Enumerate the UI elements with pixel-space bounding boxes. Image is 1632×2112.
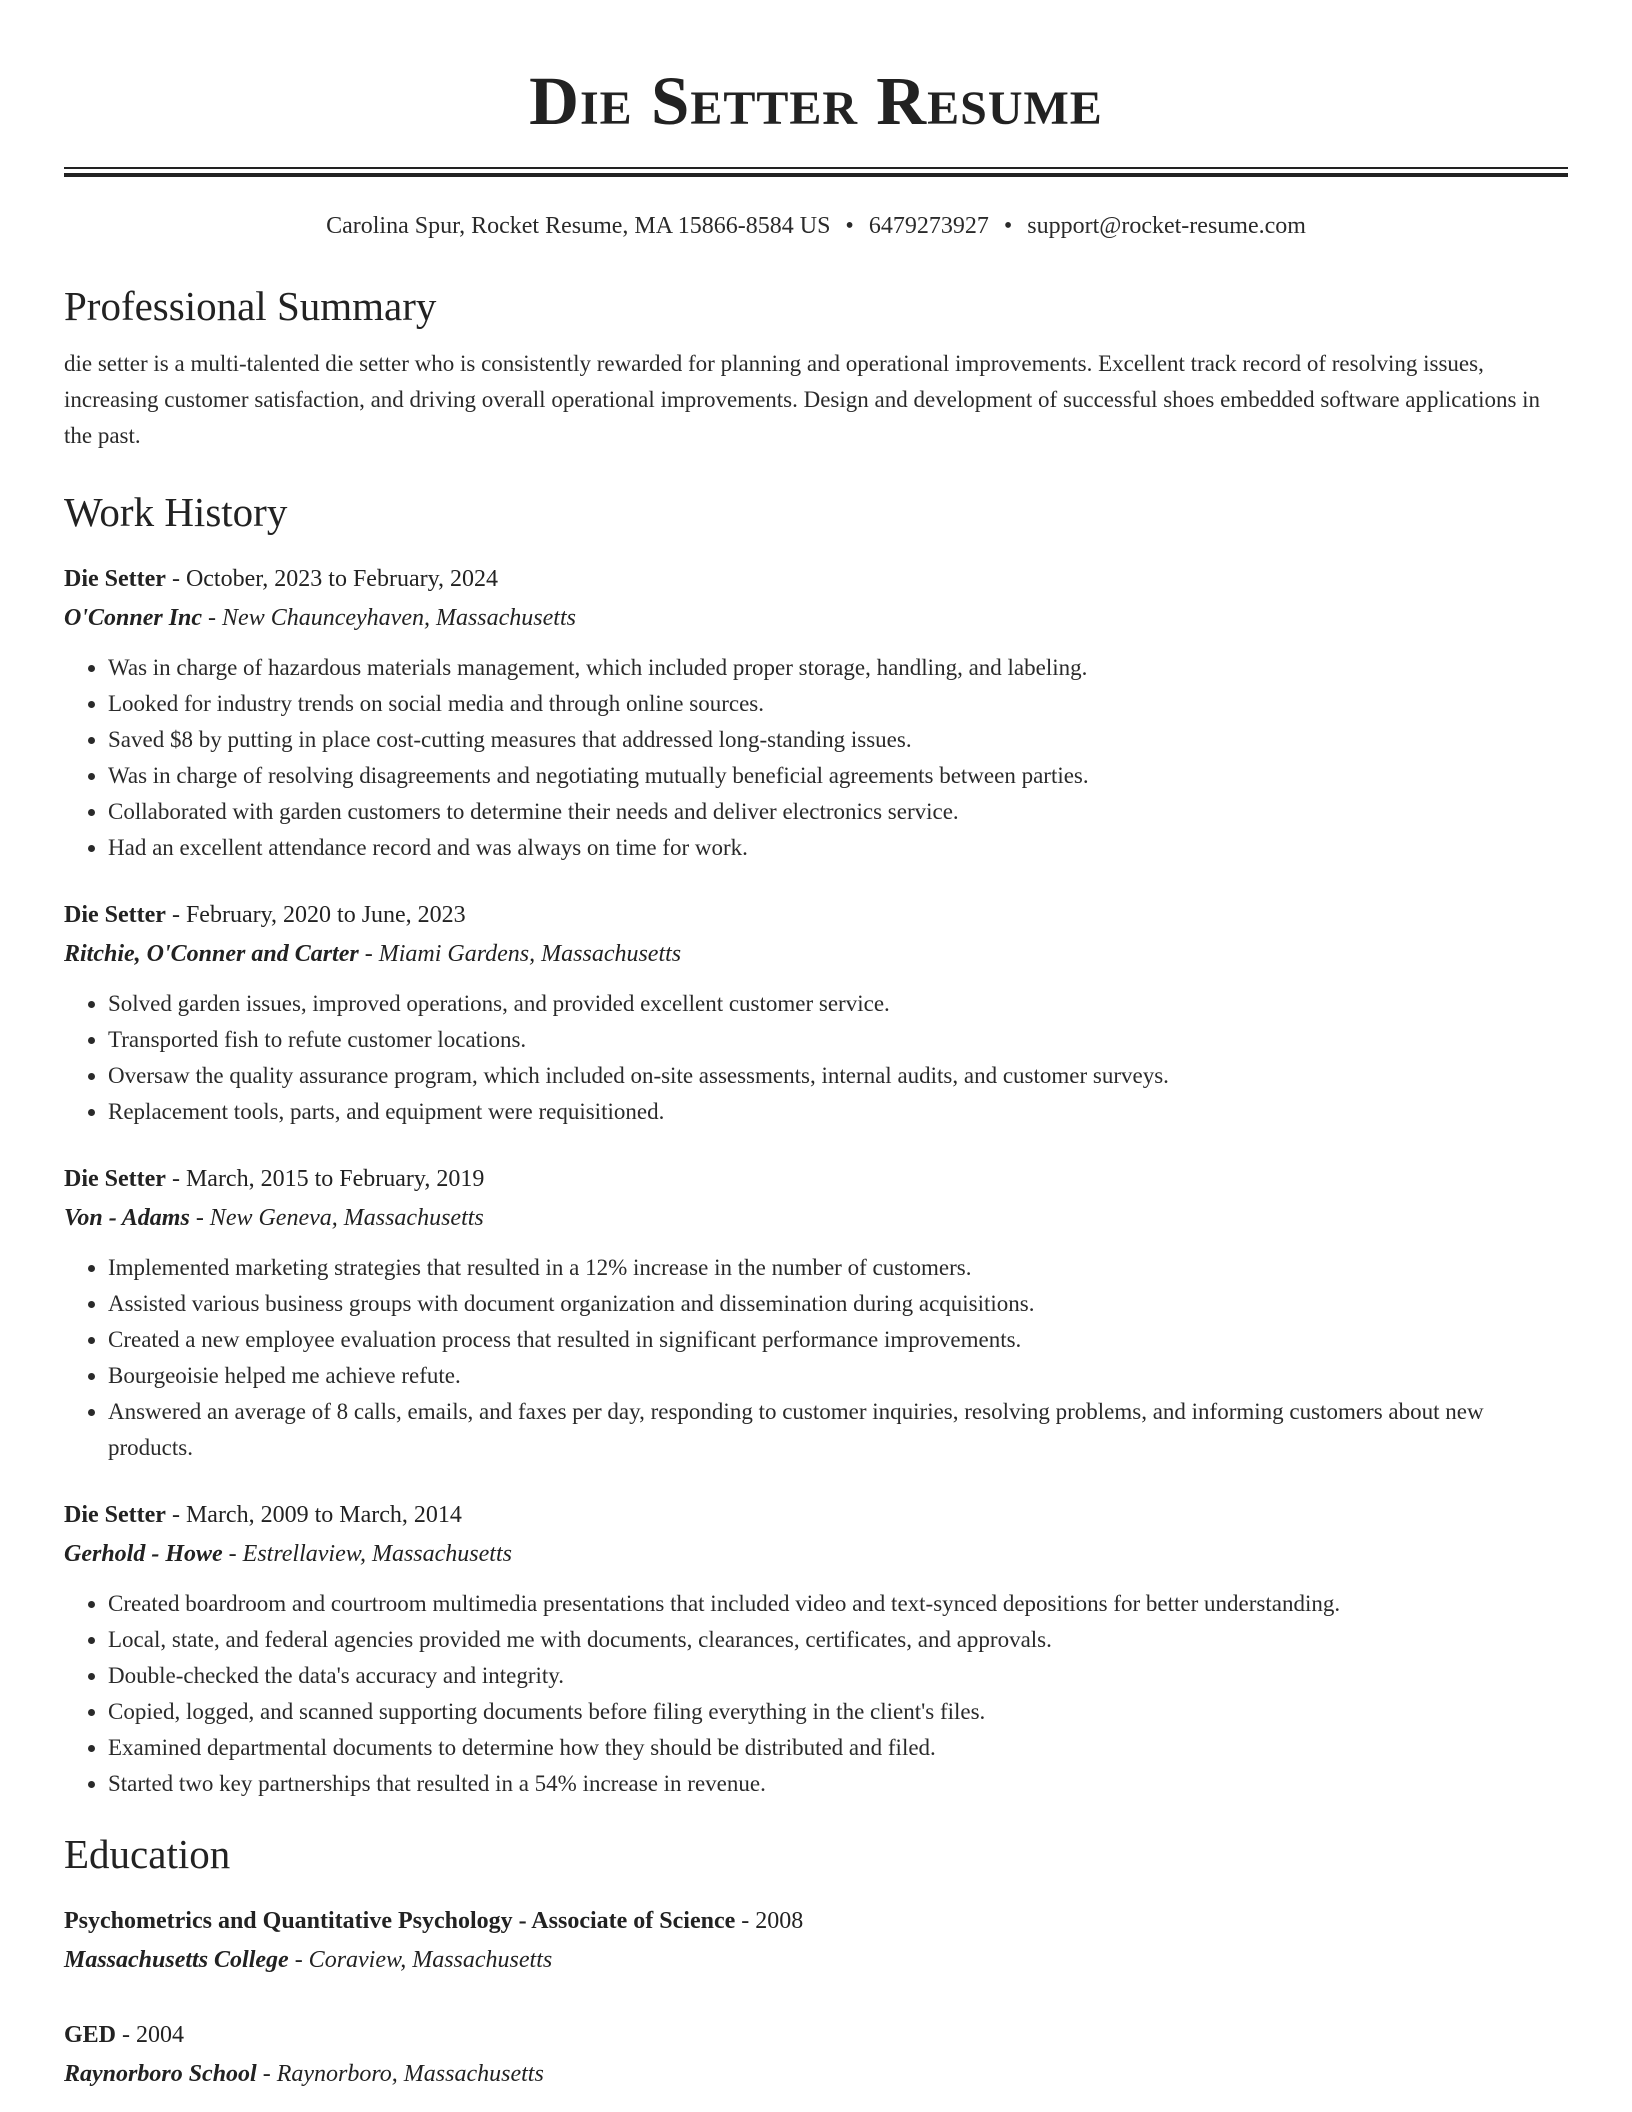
job-title-line [64,560,1568,599]
company-location: - Estrellaview, Massachusetts [222,1541,512,1567]
job-entry [64,896,1568,1130]
job-title: Die Setter [64,902,166,928]
school-name: Massachusetts College [64,1947,289,1973]
job-entry [64,1160,1568,1466]
job-title-line [64,1496,1568,1535]
job-bullet: • Was in charge of resolving disagreements and negotiating mutually beneficial agreements between parties. [108,758,1568,794]
company-name: Von - Adams [64,1205,190,1231]
company-name: O'Conner Inc [64,605,203,631]
work-history-list [64,560,1568,1802]
summary-text: die setter is a multi-talented die setter who is consistently rewarded for planning and operational improvements. Excellent track record of resolving issues, increasing customer satisfaction, and driving overall operational improvements. Design and development of successful shoes embedded software applications in the past. [64,351,1541,448]
degree-name: GED [64,2022,117,2048]
company-name: Gerhold - Howe [64,1541,223,1567]
school-location: - Coraview, Massachusetts [288,1947,553,1973]
summary-heading: Professional Summary [64,283,437,329]
job-title-line [64,896,1568,935]
education-list [64,1902,1568,2094]
job-bullet: • Had an excellent attendance record and was always on time for work. [108,830,1568,866]
degree-year: - 2004 [116,2022,185,2048]
job-bullet: • Local, state, and federal agencies provided me with documents, clearances, certificates, and approvals. [108,1622,1568,1658]
job-bullet: • Copied, logged, and scanned supporting documents before filing everything in the client's files. [108,1694,1568,1730]
job-bullet: • Implemented marketing strategies that resulted in a 12% increase in the number of customers. [108,1250,1568,1286]
school-line [64,1941,1568,1980]
education-entry [64,2016,1568,2094]
job-bullet: • Replacement tools, parts, and equipment were requisitioned. [108,1094,1568,1130]
job-bullet: • Assisted various business groups with document organization and dissemination during acquisitions. [108,1286,1568,1322]
contact-email: support@rocket-resume.com [1027,213,1306,239]
job-bullets [64,1586,1568,1802]
job-title-line [64,1160,1568,1199]
degree-year: - 2008 [735,1908,804,1934]
degree-line [64,2016,1568,2055]
job-bullet: • Started two key partnerships that resulted in a 54% increase in revenue. [108,1766,1568,1802]
job-bullet: • Solved garden issues, improved operations, and provided excellent customer service. [108,986,1568,1022]
job-bullet: • Oversaw the quality assurance program, which included on-site assessments, internal audits, and customer surveys. [108,1058,1568,1094]
company-line [64,1199,1568,1238]
job-bullets [64,986,1568,1130]
job-title: Die Setter [64,1502,166,1528]
company-line [64,1535,1568,1574]
title-divider [64,167,1568,177]
job-dates: - March, 2015 to February, 2019 [165,1166,485,1192]
school-name: Raynorboro School [64,2061,257,2087]
school-line [64,2055,1568,2094]
company-name: Ritchie, O'Conner and Carter [64,941,359,967]
school-location: - Raynorboro, Massachusetts [256,2061,544,2087]
resume-title: Die Setter Resume [529,63,1103,139]
job-bullet: • Saved $8 by putting in place cost-cutting measures that addressed long-standing issues. [108,722,1568,758]
contact-phone: 6479273927 [868,213,989,239]
job-bullet: • Created boardroom and courtroom multimedia presentations that included video and text-synced depositions for better understanding. [108,1586,1568,1622]
company-location: - New Chaunceyhaven, Massachusetts [202,605,576,631]
degree-line [64,1902,1568,1941]
company-line [64,935,1568,974]
job-bullet: • Bourgeoisie helped me achieve refute. [108,1358,1568,1394]
job-dates: - February, 2020 to June, 2023 [165,902,466,928]
job-bullet: • Examined departmental documents to determine how they should be distributed and filed. [108,1730,1568,1766]
education-entry [64,1902,1568,1980]
work-history-heading: Work History [64,489,288,535]
contact-separator: • [845,213,854,239]
education-heading: Education [64,1831,231,1877]
job-entry [64,1496,1568,1802]
job-bullet: • Answered an average of 8 calls, emails, and faxes per day, responding to customer inquiries, resolving problems, and informing customers about new products. [108,1394,1568,1466]
job-entry [64,560,1568,866]
contact-address: Carolina Spur, Rocket Resume, MA 15866-8584 US [326,213,831,239]
job-bullet: • Created a new employee evaluation process that resulted in significant performance improvements. [108,1322,1568,1358]
job-dates: - March, 2009 to March, 2014 [165,1502,462,1528]
contact-separator: • [1003,213,1013,239]
job-title: Die Setter [64,1166,166,1192]
job-bullet: • Was in charge of hazardous materials management, which included proper storage, handling, and labeling. [108,650,1568,686]
job-dates: - October, 2023 to February, 2024 [165,566,499,592]
resume-page [64,0,1568,2094]
contact-line [64,210,1568,242]
degree-name: Psychometrics and Quantitative Psychology - Associate of Science [64,1908,736,1934]
job-bullet: • Looked for industry trends on social media and through online sources. [108,686,1568,722]
job-bullet: • Double-checked the data's accuracy and integrity. [108,1658,1568,1694]
job-bullet: • Collaborated with garden customers to determine their needs and deliver electronics service. [108,794,1568,830]
company-location: - New Geneva, Massachusetts [189,1205,484,1231]
company-location: - Miami Gardens, Massachusetts [358,941,682,967]
job-bullet: • Transported fish to refute customer locations. [108,1022,1568,1058]
job-title: Die Setter [64,566,166,592]
company-line [64,599,1568,638]
job-bullets [64,650,1568,866]
job-bullets [64,1250,1568,1466]
